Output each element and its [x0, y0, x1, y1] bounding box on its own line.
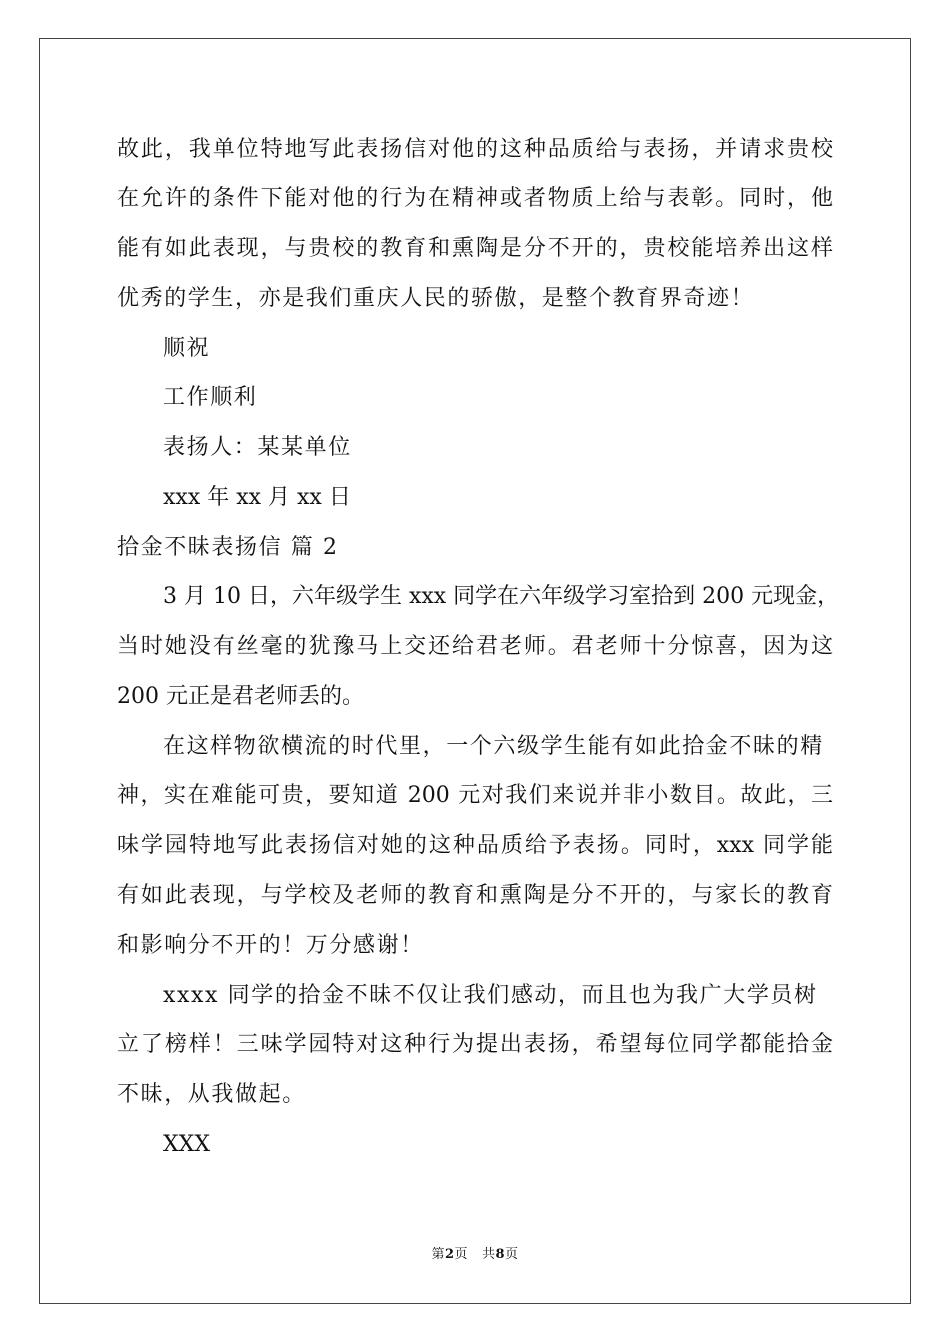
- paragraph-3-line-1: 在这样物欲横流的时代里，一个六级学生能有如此拾金不昧的精: [163, 734, 824, 759]
- paragraph-2-line-1: 3 月 10 日，六年级学生 xxx 同学在六年级学习室拾到 200 元现金，: [163, 584, 840, 609]
- paragraph-3-line-2: 神，实在难能可贵，要知道 200 元对我们来说并非小数目。故此，三: [117, 783, 833, 808]
- closing-wish: 工作顺利: [163, 385, 258, 410]
- paragraph-4-line-3: 不昧，从我做起。: [117, 1082, 306, 1107]
- page-frame: [39, 38, 911, 1304]
- section-title: 拾金不昧表扬信 篇 2: [117, 535, 339, 560]
- paragraph-4-line-2: 立了榜样！三味学园特对这种行为提出表扬，希望每位同学都能拾金: [117, 1032, 833, 1057]
- total-pages: 8: [495, 1247, 506, 1262]
- paragraph-2-line-3: 200 元正是君老师丢的。: [117, 684, 364, 709]
- paragraph-1-line-4: 优秀的学生，亦是我们重庆人民的骄傲，是整个教育界奇迹！: [117, 286, 755, 311]
- closing-regards: 顺祝: [163, 336, 211, 361]
- signature: XXX: [163, 1132, 210, 1157]
- page-indicator: [0, 1246, 950, 1264]
- paragraph-3-line-4: 有如此表现，与学校及老师的教育和熏陶是分不开的，与家长的教育: [117, 883, 833, 908]
- paragraph-3-line-5: 和影响分不开的！万分感谢！: [117, 933, 424, 958]
- total-suffix: 页: [505, 1247, 519, 1262]
- total-prefix: 共: [481, 1247, 496, 1262]
- paragraph-1-line-1: 故此，我单位特地写此表扬信对他的这种品质给与表扬，并请求贵校: [117, 137, 833, 162]
- page-prefix: 第: [431, 1247, 445, 1262]
- closing-date: xxx 年 xx 月 xx 日: [163, 485, 351, 510]
- paragraph-3-line-3: 味学园特地写此表扬信对她的这种品质给予表扬。同时，xxx 同学能: [117, 833, 833, 858]
- page-suffix: 页: [454, 1247, 469, 1262]
- page-number: 2: [444, 1247, 455, 1262]
- paragraph-4-line-1: xxxx 同学的拾金不昧不仅让我们感动，而且也为我广大学员树: [163, 983, 818, 1008]
- paragraph-1-line-2: 在允许的条件下能对他的行为在精神或者物质上给与表彰。同时，他: [117, 186, 833, 211]
- closing-signer: 表扬人：某某单位: [163, 435, 352, 460]
- paragraph-2-line-2: 当时她没有丝毫的犹豫马上交还给君老师。君老师十分惊喜，因为这: [117, 634, 833, 659]
- paragraph-1-line-3: 能有如此表现，与贵校的教育和熏陶是分不开的，贵校能培养出这样: [117, 236, 833, 261]
